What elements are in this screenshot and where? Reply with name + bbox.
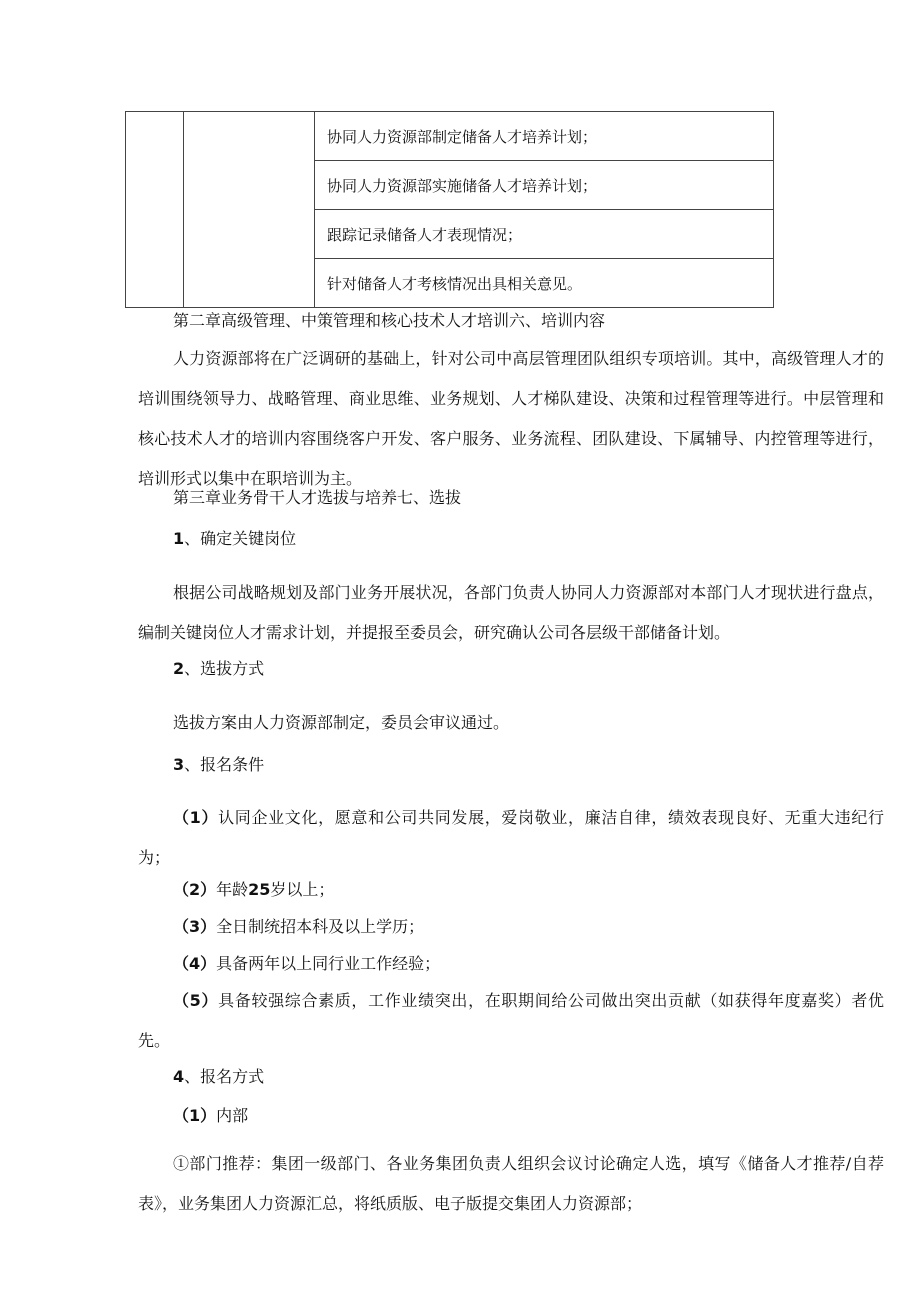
condition-1 [138, 798, 884, 878]
section4-heading [173, 1067, 264, 1088]
condition-5 [138, 981, 884, 1061]
condition-text: 岁以上； [270, 880, 335, 899]
chapter2-heading: 第二章高级管理、中策管理和核心技术人才培训六、培训内容 [173, 311, 606, 330]
condition-text: 认同企业文化，愿意和公司共同发展，爱岗敬业，廉洁自律，绩效表现良好、无重大违纪行为； [138, 808, 884, 867]
table-cell-duty: 协同人力资源部制定储备人才培养计划； [315, 112, 774, 161]
condition-number: （3） [173, 917, 217, 936]
table-cell-duty: 跟踪记录储备人才表现情况； [315, 210, 774, 259]
section-title: 、确定关键岗位 [184, 529, 297, 548]
section-number: 2 [173, 659, 185, 678]
condition-number: （4） [173, 954, 217, 973]
condition-text: 具备两年以上同行业工作经验； [216, 954, 441, 973]
section-title: 、选拔方式 [184, 659, 265, 678]
condition-3 [173, 917, 424, 938]
condition-number: （2） [173, 880, 217, 899]
condition-text: 全日制统招本科及以上学历； [216, 917, 425, 936]
table-cell-duty: 协同人力资源部实施储备人才培养计划； [315, 161, 774, 210]
section2-paragraph: 选拔方案由人力资源部制定，委员会审议通过。 [173, 713, 510, 732]
table-cell-empty [184, 112, 315, 308]
section2-heading [173, 659, 264, 680]
recommendation-paragraph: ①部门推荐：集团一级部门、各业务集团负责人组织会议讨论确定人选，填写《储备人才推荐/自荐表》，业务集团人力资源汇总，将纸质版、电子版提交集团人力资源部； [138, 1154, 884, 1213]
item-number: （1） [173, 1106, 217, 1125]
condition-text: 年龄 [216, 880, 249, 899]
section1-paragraph: 根据公司战略规划及部门业务开展状况，各部门负责人协同人力资源部对本部门人才现状进行盘点，编制关键岗位人才需求计划，并提报至委员会，研究确认公司各层级干部储备计划。 [138, 583, 884, 642]
condition-text: 具备较强综合素质，工作业绩突出，在职期间给公司做出突出贡献（如获得年度嘉奖）者优先。 [138, 991, 884, 1050]
section-title: 、报名条件 [184, 755, 265, 774]
section1-heading [173, 529, 296, 550]
chapter2-paragraph: 人力资源部将在广泛调研的基础上，针对公司中高层管理团队组织专项培训。其中，高级管理人才的培训围绕领导力、战略管理、商业思维、业务规划、人才梯队建设、决策和过程管理等进行。中层管理和核心技术人才的培训内容围绕客户开发、客户服务、业务流程、团队建设、下属辅导、内控管理等进行，培训形式以集中在职培训为主。 [138, 349, 884, 488]
section-number: 3 [173, 755, 185, 774]
internal-heading [173, 1106, 248, 1127]
table-row [126, 112, 774, 161]
table-cell-empty [126, 112, 184, 308]
section-title: 、报名方式 [184, 1067, 265, 1086]
section3-heading [173, 755, 264, 776]
section-number: 1 [173, 529, 185, 548]
item-text: 内部 [216, 1106, 249, 1125]
responsibility-table [125, 111, 774, 308]
condition-2 [173, 880, 334, 901]
table-cell-duty: 针对储备人才考核情况出具相关意见。 [315, 259, 774, 308]
condition-number: （5） [173, 991, 219, 1010]
chapter3-heading: 第三章业务骨干人才选拔与培养七、选拔 [173, 488, 462, 507]
condition-number: （1） [173, 808, 219, 827]
condition-4 [173, 954, 440, 975]
age-value: 25 [248, 880, 271, 899]
section-number: 4 [173, 1067, 185, 1086]
